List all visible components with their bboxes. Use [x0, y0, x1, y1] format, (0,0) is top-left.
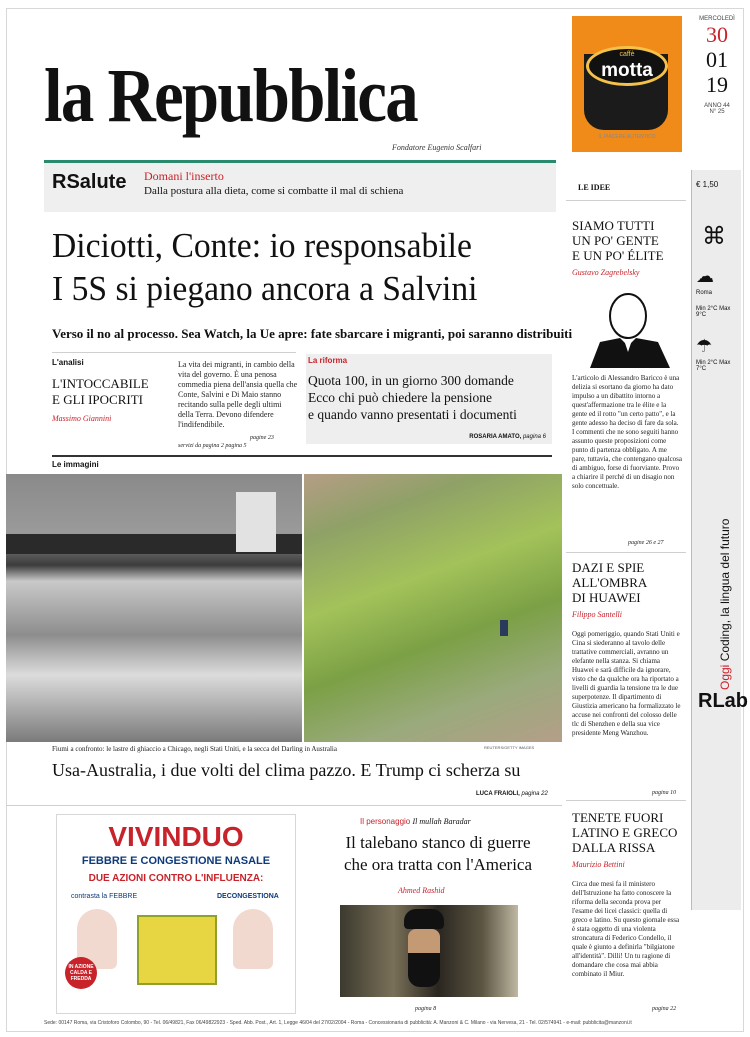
analisi-pages2: servizi da pagina 2 pagina 5 — [178, 443, 247, 449]
zagrebelsky-caricature — [580, 288, 680, 368]
weather-minmax-2: Min 2°C Max 7°C — [696, 360, 731, 372]
idee1-title-line3: E UN PO' ÉLITE — [572, 248, 664, 263]
idee2-title-line1: DAZI E SPIE — [572, 560, 645, 575]
insert-banner[interactable] — [44, 160, 556, 212]
rlab-oggi: Oggi — [718, 664, 732, 690]
main-headline-line2: I 5S si piegano ancora a Salvini — [52, 269, 478, 308]
main-subhead: Verso il no al processo. Sea Watch, la Ue apre: fate sbarcare i migranti, poi saranno distribuiti — [52, 326, 573, 341]
person-shape — [500, 620, 508, 636]
idee2-title-line3: DI HUAWEI — [572, 590, 641, 605]
map-icon: ⌘ — [702, 224, 726, 250]
vivinduo-red: DUE AZIONI CONTRO L'INFLUENZA: — [88, 873, 264, 884]
insert-text: Dalla postura alla dieta, come si combatte il mal di schiena — [144, 185, 404, 197]
analisi-title[interactable] — [52, 376, 172, 408]
personaggio-title[interactable] — [320, 832, 556, 876]
analisi-title-line2: E GLI IPOCRITI — [52, 392, 143, 407]
tower-shape — [236, 492, 276, 552]
personaggio-name: Il mullah Baradar — [412, 817, 471, 826]
idee3-title-line2: LATINO E GRECO — [572, 825, 678, 840]
idee1-title-line2: UN PO' GENTE — [572, 233, 659, 248]
rsalute-logo: RSalute — [52, 171, 127, 193]
masthead-title[interactable]: la Repubblica — [44, 54, 417, 138]
motta-tagline: IL PIACERE AUTENTICO — [598, 134, 656, 140]
riforma-line3: e quando vanno presentati i documenti — [308, 407, 517, 422]
idee2-pages: pagina 10 — [652, 790, 677, 796]
divider — [566, 200, 686, 201]
issue-weekday: MERCOLEDÌ — [699, 16, 735, 22]
divider — [52, 455, 552, 457]
riforma-title — [308, 372, 552, 423]
main-headline[interactable] — [52, 224, 478, 310]
divider — [6, 805, 562, 806]
chicago-ice-photo[interactable] — [6, 474, 302, 742]
immagini-caption: Fiumi a confronto: le lastre di ghiaccio a Chicago, negli Stati Uniti, e la secca del Darling in Australia — [52, 745, 337, 753]
riforma-author-name: ROSARIA AMATO, — [469, 434, 522, 440]
idee3-title[interactable] — [572, 810, 684, 855]
personaggio-line1: Il talebano stanco di guerre — [345, 833, 531, 852]
darling-river-photo[interactable] — [304, 474, 562, 742]
motta-logo — [586, 46, 668, 86]
analisi-pages: pagine 23 — [250, 435, 274, 441]
analisi-body: La vita dei migranti, in cambio della vita del governo. È una penosa commedia piena dell'ansia quella che Conte, Salvini e Di Maio stanno recitando sulla pelle degli ultimi della Terra. Devono difendere l'indifendibile. — [178, 360, 298, 429]
motta-ad[interactable] — [572, 16, 682, 152]
issue-year: 19 — [706, 72, 728, 97]
turban-shape — [404, 909, 444, 929]
beard-shape — [408, 953, 440, 987]
footer-imprint: Sede: 00147 Roma, via Cristoforo Colombo, 90 - Tel. 06/49821, Fax 06/49822923 - Sped. Abb. Post., Art. 1, Legge 46/04 del 27/02/2004 - Roma - Concessionaria di pubblicità: A. Manzoni & C. Milano - via Nervesa, 21 - Tel. 02/574941 - e-mail: pubblicita@manzoni.it — [44, 1020, 632, 1026]
issue-month: 01 — [706, 47, 728, 72]
vivinduo-brand: VIVINDUO — [108, 821, 244, 852]
riforma-label: La riforma — [308, 356, 348, 365]
motta-brand: motta — [601, 60, 653, 81]
analisi-title-line1: L'INTOCCABILE — [52, 376, 149, 391]
riforma-page: pagina 6 — [522, 434, 546, 440]
idee1-title-line1: SIAMO TUTTI — [572, 218, 655, 233]
face-right-icon — [233, 909, 273, 969]
masthead-founder: Fondatore Eugenio Scalfari — [392, 143, 482, 152]
personaggio-kicker: Il personaggio — [360, 817, 411, 826]
riforma-author — [469, 434, 546, 440]
immagini-author: LUCA FRAIOLI, — [476, 791, 520, 797]
vivinduo-left: contrasta la FEBBRE — [71, 893, 138, 900]
divider — [566, 552, 686, 553]
right-sidebar — [691, 170, 748, 910]
personaggio-page: pagina 8 — [415, 1006, 437, 1012]
analisi-author: Massimo Giannini — [52, 414, 112, 423]
immagini-headline[interactable]: Usa-Australia, i due volti del clima pazzo. E Trump ci scherza su — [52, 760, 521, 780]
immagini-credit: REUTERS/GETTY IMAGES — [484, 745, 535, 750]
divider — [566, 800, 686, 801]
vivinduo-sub: FEBBRE E CONGESTIONE NASALE — [81, 855, 271, 867]
idee2-body: Oggi pomeriggio, quando Stati Uniti e Cina si siederanno al tavolo delle trattative commerciali, avranno un elefante nella stanza. Si chiama Huawei e sarà difficile da ignorare, visto che da qualche ora ha riportato a livelli di guardia la tensione tra le due superpotenze. Il dipartimento di Giustizia americano ha formalizzato le accuse nei confronti del colosso delle tlc di Shenzhen e della sua vice presidente Meng Wanzhou. — [572, 630, 681, 737]
riforma-line2: Ecco chi può chiedere la pensione — [308, 390, 493, 405]
immagini-label: Le immagini — [52, 460, 99, 469]
vivinduo-badge: IN AZIONE CALDA E FREDDA — [65, 957, 97, 989]
issue-day: 30 — [706, 22, 728, 47]
issue-price: € 1,50 — [696, 180, 719, 189]
idee3-body: Circa due mesi fa il ministero dell'Istruzione ha fatto conoscere la riforma della seconda prova per l'esame dei licei classici: quella di greco e latino. Su questo giornale essa è stata oggetto di una violenta stroncatura di Federico Condello, il quale è giunto a definirla "bilgiatone all'identità". Dilli! Un tu ragione di domandare che cosa mai abbia combinato il Miur. — [572, 880, 680, 978]
riforma-box[interactable] — [306, 354, 552, 444]
personaggio-author: Ahmed Rashid — [398, 886, 445, 895]
cloud-icon: ☁ — [696, 266, 714, 286]
rlab-logo[interactable]: RLab — [698, 690, 748, 712]
immagini-page: pagina 22 — [521, 791, 548, 797]
issue-date — [692, 16, 742, 115]
rain-icon: ☂ — [696, 336, 713, 356]
insert-kicker: Domani l'inserto — [144, 169, 224, 183]
main-headline-line1: Diciotti, Conte: io responsabile — [52, 226, 472, 265]
idee2-title-line2: ALL'OMBRA — [572, 575, 648, 590]
idee1-author: Gustavo Zagrebelsky — [572, 268, 640, 277]
baradar-photo[interactable] — [340, 905, 518, 997]
idee3-title-line1: TENETE FUORI — [572, 810, 664, 825]
immagini-byline — [476, 791, 548, 797]
weather-minmax-1: Min 2°C Max 9°C — [696, 306, 731, 318]
idee2-author: Filippo Santelli — [572, 610, 622, 619]
motta-small-text: caffè — [619, 51, 635, 58]
rlab-promo[interactable] — [718, 519, 732, 690]
idee3-author: Maurizio Bettini — [572, 860, 625, 869]
weather-city: Roma — [696, 290, 713, 296]
idee3-pages: pagina 22 — [652, 1006, 677, 1012]
rlab-coding: Coding, la lingua del futuro — [718, 518, 732, 662]
issue-number: N° 25 — [709, 109, 725, 115]
divider — [52, 352, 296, 353]
issue-year-note: ANNO 44 — [704, 103, 730, 109]
idee1-body: L'articolo di Alessandro Baricco è una delizia si esortano da giorno ha dato impulso a un dibattito intorno a quest'affermazione tra le élite e la gente ed il rotto "un certo patto", e la gente adesso ha deciso di fare da sola. I commenti che ne sono seguiti hanno assunto queste proposizioni come punto di partenza obbligato. A me pare, tuttavia, che contengano qualcosa di ambiguo, forse di fuorviante. Provo a chiarire il perché di un disagio non solo concettuale. — [572, 374, 682, 490]
idee1-pages: pagine 26 e 27 — [628, 540, 664, 546]
vivinduo-ad[interactable] — [56, 814, 296, 1014]
idee2-title[interactable] — [572, 560, 684, 605]
personaggio-label — [360, 817, 471, 826]
personaggio-line2: che ora tratta con l'America — [343, 855, 533, 874]
idee3-title-line3: DALLA RISSA — [572, 840, 656, 855]
vivinduo-box — [137, 915, 217, 985]
analisi-label: L'analisi — [52, 358, 84, 367]
vivinduo-right: DECONGESTIONA — [217, 893, 279, 900]
le-idee-label: LE IDEE — [578, 183, 611, 192]
riforma-line1: Quota 100, in un giorno 300 domande — [308, 373, 514, 388]
idee1-title[interactable] — [572, 218, 684, 263]
